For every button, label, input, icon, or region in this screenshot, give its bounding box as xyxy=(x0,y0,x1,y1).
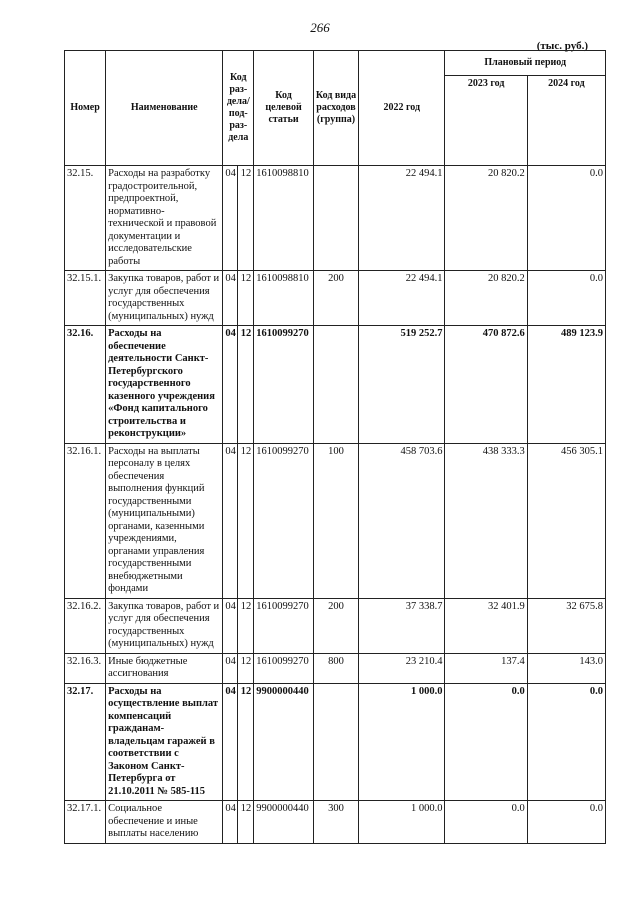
row-code: 32.17.1. xyxy=(65,801,106,844)
units-label: (тыс. руб.) xyxy=(536,40,588,52)
row-name: Закупка товаров, работ и услуг для обеспечения государственных (муниципальных) нужд xyxy=(106,598,223,653)
row-code: 32.15. xyxy=(65,166,106,271)
header-target: Код целевой статьи xyxy=(254,51,314,166)
row-name: Расходы на разработку градостроительной, предпроектной, нормативно-технической и правовой документации и исследовательские работы xyxy=(106,166,223,271)
row-section: 04 xyxy=(223,326,237,444)
row-2024: 0.0 xyxy=(527,166,605,271)
row-section: 04 xyxy=(223,801,237,844)
row-2023: 470 872.6 xyxy=(445,326,527,444)
header-row xyxy=(65,51,606,76)
row-2024: 456 305.1 xyxy=(527,443,605,598)
row-code: 32.17. xyxy=(65,683,106,801)
row-2024: 143.0 xyxy=(527,653,605,683)
header-number: Номер xyxy=(65,51,106,166)
row-2023: 32 401.9 xyxy=(445,598,527,653)
row-2024: 32 675.8 xyxy=(527,598,605,653)
row-2023: 438 333.3 xyxy=(445,443,527,598)
row-subsection: 12 xyxy=(237,166,253,271)
table-row xyxy=(65,653,606,683)
row-2024: 0.0 xyxy=(527,683,605,801)
row-subsection: 12 xyxy=(237,598,253,653)
row-target: 9900000440 xyxy=(254,801,314,844)
header-2022: 2022 год xyxy=(359,51,445,166)
table-row xyxy=(65,801,606,844)
row-section: 04 xyxy=(223,166,237,271)
row-2023: 0.0 xyxy=(445,683,527,801)
header-planned-period: Плановый период xyxy=(445,51,606,76)
row-target: 1610099270 xyxy=(254,443,314,598)
row-2022: 1 000.0 xyxy=(359,683,445,801)
row-code: 32.15.1. xyxy=(65,271,106,326)
header-2024: 2024 год xyxy=(527,76,605,166)
row-name: Иные бюджетные ассигнования xyxy=(106,653,223,683)
header-2023: 2023 год xyxy=(445,76,527,166)
table-row xyxy=(65,166,606,271)
row-2023: 20 820.2 xyxy=(445,271,527,326)
row-name: Социальное обеспечение и иные выплаты населению xyxy=(106,801,223,844)
row-2024: 489 123.9 xyxy=(527,326,605,444)
row-expense-type: 200 xyxy=(313,598,358,653)
row-2023: 20 820.2 xyxy=(445,166,527,271)
row-2022: 37 338.7 xyxy=(359,598,445,653)
row-code: 32.16.1. xyxy=(65,443,106,598)
table-row xyxy=(65,683,606,801)
row-2024: 0.0 xyxy=(527,801,605,844)
header-section: Код раз-дела/ под-раз-дела xyxy=(223,51,254,166)
row-name: Закупка товаров, работ и услуг для обеспечения государственных (муниципальных) нужд xyxy=(106,271,223,326)
header-expense-type: Код вида расходов (группа) xyxy=(313,51,358,166)
row-expense-type xyxy=(313,166,358,271)
row-name: Расходы на обеспечение деятельности Санкт-Петербургского государственного казенного учреждения «Фонд капитального строительства и реконструкции» xyxy=(106,326,223,444)
row-name: Расходы на выплаты персоналу в целях обеспечения выполнения функций государственными (муниципальными) органами, казенными учреждениями, органами управления государственными внебюджетными фондами xyxy=(106,443,223,598)
table-row xyxy=(65,598,606,653)
row-2022: 23 210.4 xyxy=(359,653,445,683)
row-2022: 1 000.0 xyxy=(359,801,445,844)
row-expense-type: 800 xyxy=(313,653,358,683)
row-subsection: 12 xyxy=(237,683,253,801)
row-2022: 458 703.6 xyxy=(359,443,445,598)
row-subsection: 12 xyxy=(237,326,253,444)
row-section: 04 xyxy=(223,443,237,598)
row-expense-type: 200 xyxy=(313,271,358,326)
row-2022: 519 252.7 xyxy=(359,326,445,444)
header-name: Наименование xyxy=(106,51,223,166)
row-2024: 0.0 xyxy=(527,271,605,326)
row-expense-type xyxy=(313,326,358,444)
table-row xyxy=(65,271,606,326)
row-subsection: 12 xyxy=(237,443,253,598)
row-section: 04 xyxy=(223,653,237,683)
row-code: 32.16. xyxy=(65,326,106,444)
row-section: 04 xyxy=(223,598,237,653)
table-row xyxy=(65,326,606,444)
row-expense-type: 100 xyxy=(313,443,358,598)
row-name: Расходы на осуществление выплат компенсаций гражданам-владельцам гаражей в соответствии с Законом Санкт-Петербурга от 21.10.2011 № 585-115 xyxy=(106,683,223,801)
row-expense-type: 300 xyxy=(313,801,358,844)
row-2023: 0.0 xyxy=(445,801,527,844)
row-subsection: 12 xyxy=(237,271,253,326)
table-row xyxy=(65,443,606,598)
row-target: 1610099270 xyxy=(254,598,314,653)
row-2022: 22 494.1 xyxy=(359,271,445,326)
table-body xyxy=(65,166,606,844)
row-target: 1610098810 xyxy=(254,271,314,326)
row-expense-type xyxy=(313,683,358,801)
row-target: 1610098810 xyxy=(254,166,314,271)
row-2022: 22 494.1 xyxy=(359,166,445,271)
row-target: 1610099270 xyxy=(254,653,314,683)
row-section: 04 xyxy=(223,683,237,801)
row-target: 1610099270 xyxy=(254,326,314,444)
row-subsection: 12 xyxy=(237,801,253,844)
budget-table xyxy=(64,50,606,844)
row-target: 9900000440 xyxy=(254,683,314,801)
row-code: 32.16.2. xyxy=(65,598,106,653)
row-subsection: 12 xyxy=(237,653,253,683)
row-2023: 137.4 xyxy=(445,653,527,683)
page-number: 266 xyxy=(310,20,330,35)
row-section: 04 xyxy=(223,271,237,326)
row-code: 32.16.3. xyxy=(65,653,106,683)
